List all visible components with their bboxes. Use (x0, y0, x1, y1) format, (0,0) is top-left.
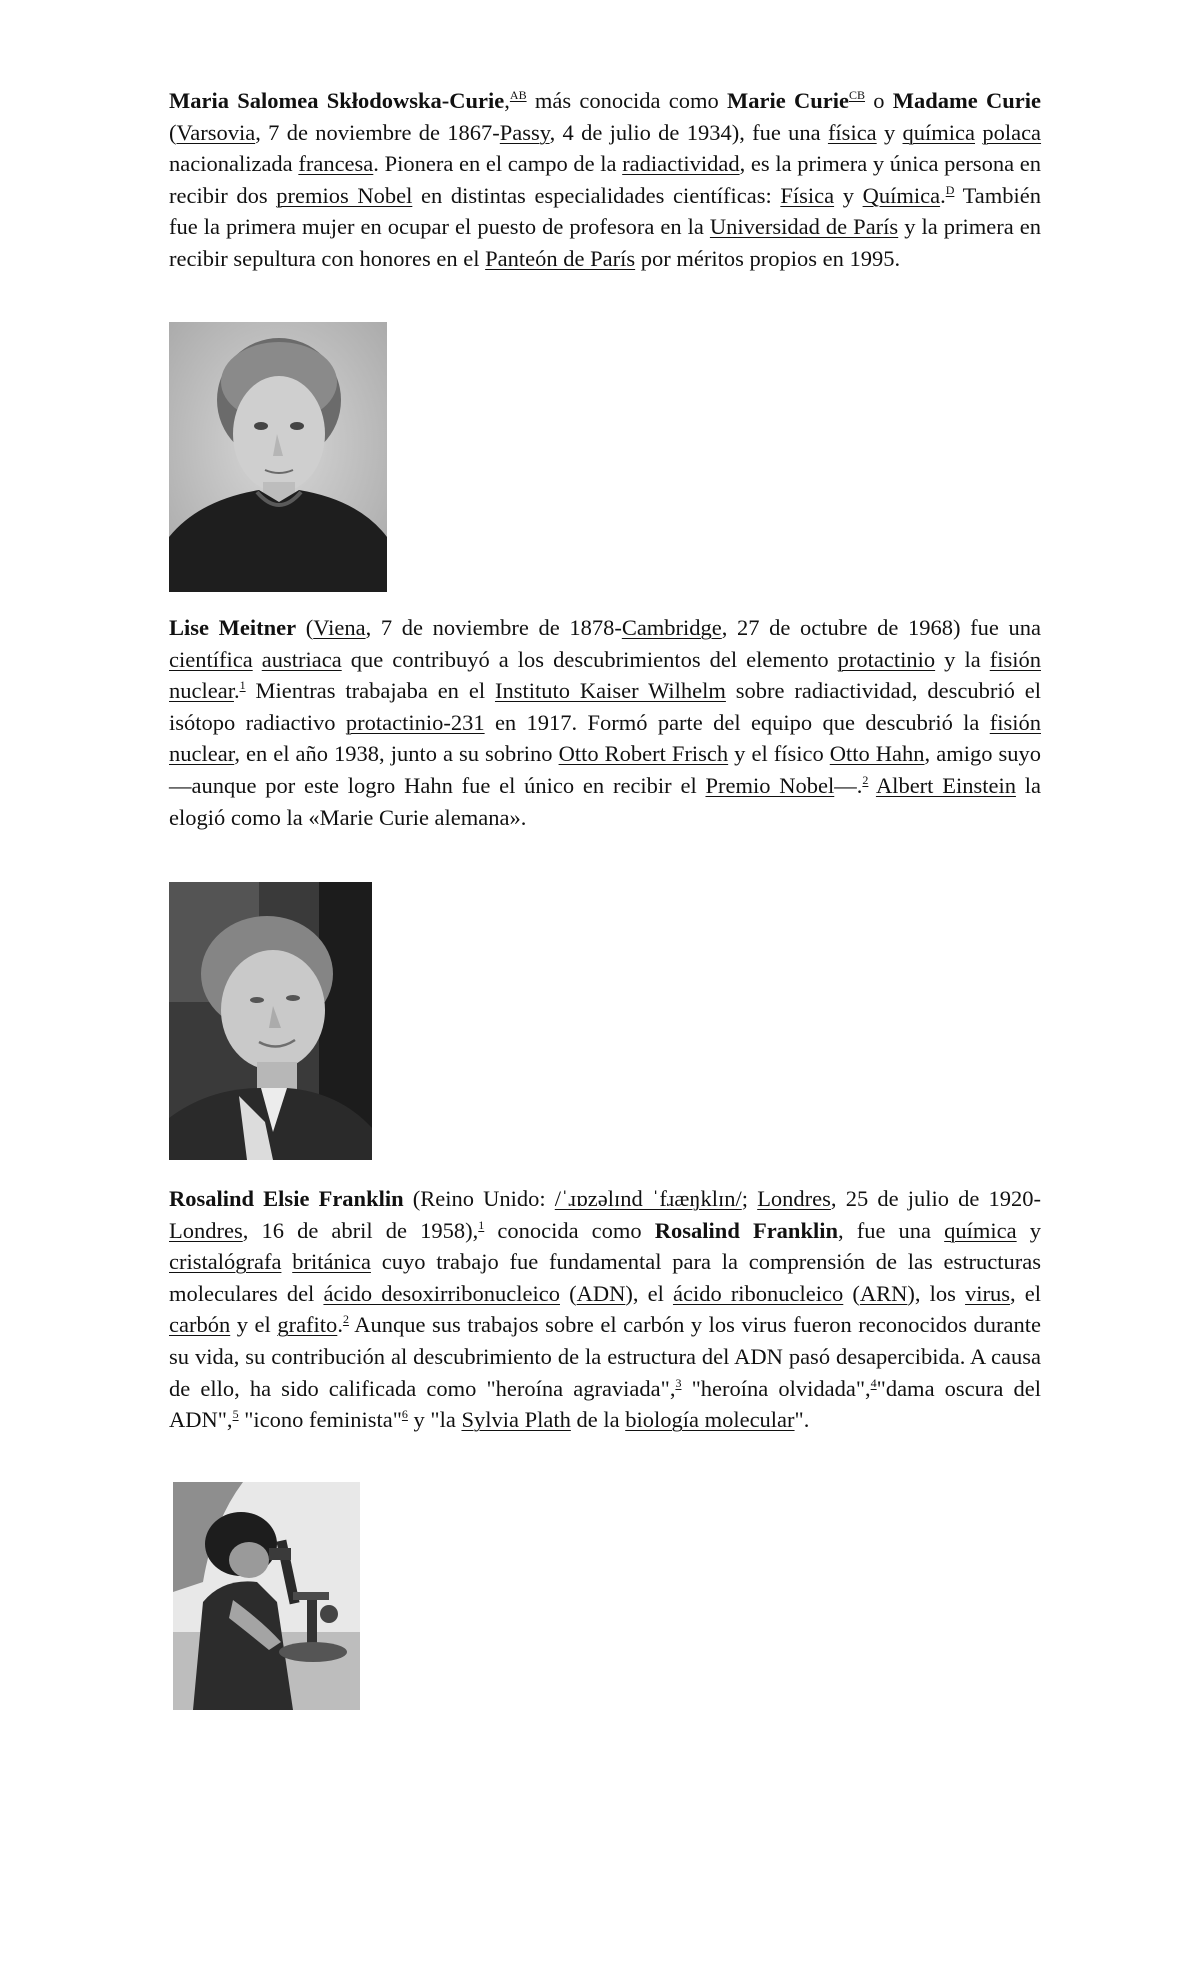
link-cientifica[interactable]: científica (169, 646, 253, 672)
portrait-image-icon (169, 882, 372, 1160)
link-arn[interactable]: ARN (859, 1280, 908, 1306)
curie-alias-marie: Marie Curie (727, 88, 849, 113)
link-britanica[interactable]: británica (292, 1249, 371, 1275)
footnote-6[interactable]: 6 (401, 1407, 408, 1422)
link-biologia-molecular[interactable]: biología molecular (625, 1407, 795, 1433)
link-austriaca[interactable]: austriaca (261, 646, 342, 672)
franklin-alias: Rosalind Franklin (654, 1217, 838, 1243)
franklin-name: Rosalind Elsie Franklin (169, 1186, 404, 1211)
rosalind-franklin-photo (173, 1482, 360, 1710)
link-premios-nobel[interactable]: premios Nobel (276, 182, 413, 208)
link-sylvia-plath[interactable]: Sylvia Plath (461, 1407, 571, 1433)
marie-curie-photo (169, 322, 387, 592)
link-londres-2[interactable]: Londres (169, 1217, 243, 1243)
franklin-paragraph: Rosalind Elsie Franklin (Reino Unido: /ˈɹɒzəlɪnd ˈfɹæŋklɪn/; Londres, 25 de julio de 1920-Londres, 16 de abril de 1958),$^1$ conocida como Rosalind Franklin, fue una química y cristalógrafa británica cuyo trabajo fue fundamental para la comprensión de las estructuras moleculares del ácido desoxirribonucleico (ADN), el ácido ribonucleico (ARN), los virus, el carbón y el grafito.$^2$ Aunque sus trabajos sobre el carbón y los virus fueron reconocidos durante su vida, su contribución al descubrimiento de la estructura del ADN pasó desapercibida. A causa de ello, ha sido calificada como "heroína agraviada",$^3$ "heroína olvidada",$^4$"dama oscura del ADN",$^5$ "icono feminista"$^6$ y "la Sylvia Plath de la biología molecular". (169, 1186, 1042, 1433)
link-cristalografa[interactable]: cristalógrafa (169, 1249, 282, 1275)
link-fisica[interactable]: física (827, 119, 877, 145)
link-ipa-pronunciation[interactable]: /ˈɹɒzəlɪnd ˈfɹæŋklɪn/ (554, 1186, 742, 1211)
link-acido-ribonucleico[interactable]: ácido ribonucleico (672, 1280, 844, 1306)
link-quimica[interactable]: química (944, 1217, 1017, 1243)
link-instituto-kaiser-wilhelm[interactable]: Instituto Kaiser Wilhelm (494, 678, 726, 704)
link-francesa[interactable]: francesa (298, 151, 374, 177)
link-londres[interactable]: Londres (757, 1186, 831, 1211)
link-cambridge[interactable]: Cambridge (621, 615, 722, 640)
link-universidad-paris[interactable]: Universidad de París (709, 214, 899, 240)
footnote-1[interactable]: 1 (239, 678, 246, 693)
footnote-5[interactable]: 5 (232, 1407, 239, 1422)
link-protactinio-231[interactable]: protactinio-231 (345, 709, 485, 735)
link-passy[interactable]: Passy (499, 119, 550, 145)
link-quimica[interactable]: química (902, 119, 976, 145)
link-fisica-2[interactable]: Física (780, 182, 835, 208)
footnote-3[interactable]: 3 (675, 1375, 682, 1390)
link-otto-hahn[interactable]: Otto Hahn (829, 741, 925, 767)
link-panteon-paris[interactable]: Panteón de París (485, 245, 636, 271)
link-fision-nuclear-2[interactable]: fisión nuclear (169, 709, 1041, 767)
curie-alias-madame: Madame Curie (892, 88, 1042, 113)
portrait-image-icon (169, 322, 387, 592)
curie-name: Maria Salomea Skłodowska-Curie (169, 88, 505, 113)
microscope-photo-icon (173, 1482, 360, 1710)
footnote-1[interactable]: 1 (478, 1217, 485, 1232)
link-grafito[interactable]: grafito (277, 1312, 338, 1338)
link-acido-desoxirribonucleico[interactable]: ácido desoxirribonucleico (323, 1280, 560, 1306)
footnote-2[interactable]: 2 (862, 772, 869, 787)
meitner-name: Lise Meitner (169, 615, 297, 640)
footnote-cb[interactable]: CB (849, 88, 866, 102)
footnote-d[interactable]: D (945, 182, 955, 197)
link-otto-robert-frisch[interactable]: Otto Robert Frisch (558, 741, 729, 767)
footnote-4[interactable]: 4 (870, 1375, 877, 1390)
curie-paragraph: Maria Salomea Skłodowska-Curie,$^{AB}$ más conocida como Marie Curie$^{CB}$ o Madame Curie (Varsovia, 7 de noviembre de 1867-Passy, 4 de julio de 1934), fue una física y química polaca nacionalizada francesa. Pionera en el campo de la radiactividad, es la primera y única persona en recibir dos premios Nobel en distintas especialidades científicas: Física y Química.$^D$ También fue la primera mujer en ocupar el puesto de profesora en la Universidad de París y la primera en recibir sepultura con honores en el Panteón de París por méritos propios en 1995. (169, 88, 1042, 271)
footnote-2[interactable]: 2 (342, 1312, 349, 1327)
lise-meitner-photo (169, 882, 372, 1160)
link-albert-einstein[interactable]: Albert Einstein (875, 772, 1016, 798)
link-quimica-2[interactable]: Química (862, 182, 941, 208)
link-premio-nobel[interactable]: Premio Nobel (705, 772, 835, 798)
footnote-ab[interactable]: AB (509, 88, 527, 102)
link-polaca[interactable]: polaca (982, 119, 1042, 145)
link-carbon[interactable]: carbón (169, 1312, 231, 1338)
meitner-paragraph: Lise Meitner (Viena, 7 de noviembre de 1878-Cambridge, 27 de octubre de 1968) fue una científica austriaca que contribuyó a los descubrimientos del elemento protactinio y la fisión nuclear.$^1$ Mientras trabajaba en el Instituto Kaiser Wilhelm sobre radiactividad, descubrió el isótopo radiactivo protactinio-231 en 1917. Formó parte del equipo que descubrió la fisión nuclear, en el año 1938, junto a su sobrino Otto Robert Frisch y el físico Otto Hahn, amigo suyo —aunque por este logro Hahn fue el único en recibir el Premio Nobel—.$^2$ Albert Einstein la elogió como la «Marie Curie alemana». (169, 615, 1041, 830)
link-protactinio[interactable]: protactinio (837, 646, 936, 672)
link-fision-nuclear[interactable]: fisión nuclear (169, 646, 1041, 704)
link-viena[interactable]: Viena (313, 615, 366, 640)
link-virus[interactable]: virus (965, 1280, 1011, 1306)
link-varsovia[interactable]: Varsovia (176, 119, 256, 145)
link-radiactividad[interactable]: radiactividad (622, 151, 740, 177)
link-adn[interactable]: ADN (576, 1280, 626, 1306)
